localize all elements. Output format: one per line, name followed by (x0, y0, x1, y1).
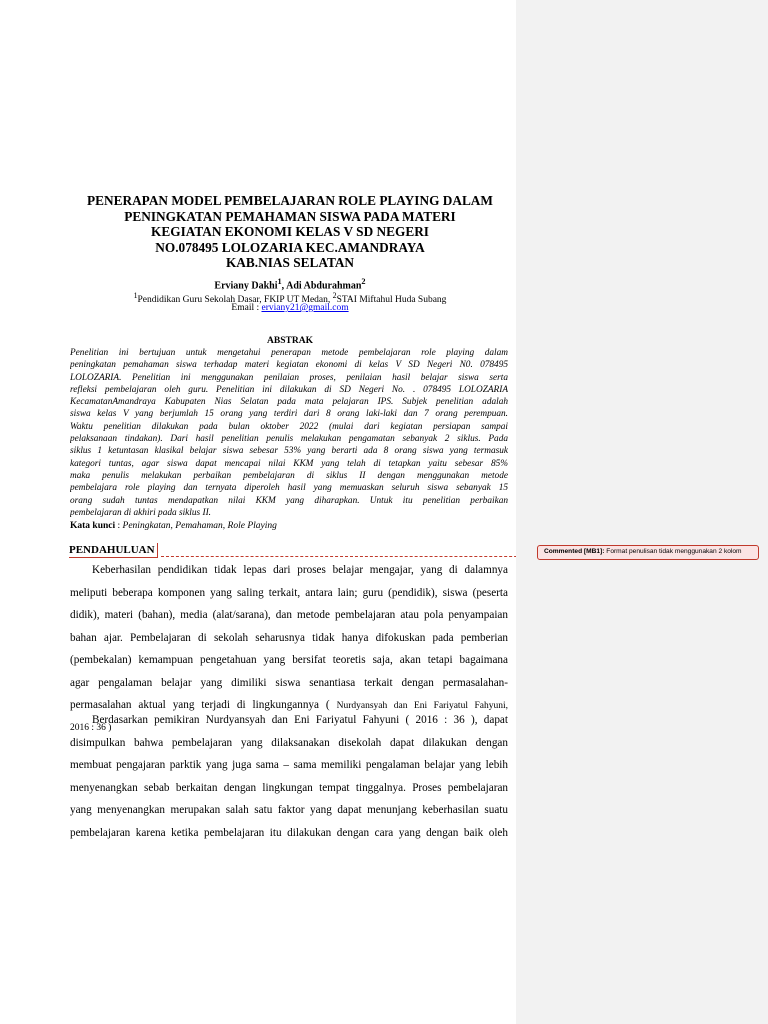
paragraph-line: Berdasarkan pemikiran Nurdyansyah dan Eni Fariyatul Fahyuni ( 2016 : 36 ), dapat (92, 714, 508, 726)
keywords (70, 520, 277, 532)
affiliation-text: Pendidikan Guru Sekolah Dasar, FKIP UT Medan, (137, 295, 333, 306)
title-line: PENERAPAN MODEL PEMBELAJARAN ROLE PLAYING DALAM (87, 193, 493, 208)
paragraph-text: permasalahan aktual yang terjadi di lingkungannya ( (70, 699, 337, 711)
author-superscript: 1 (277, 277, 282, 286)
paragraph-line: (pembekalan) kemampuan pengetahuan yang bersifat teoretis saja, akan tetapi bagaimana (70, 654, 508, 666)
section-heading[interactable]: PENDAHULUAN (69, 543, 158, 558)
email-label: Email : (231, 303, 262, 313)
paragraph-line: 2016 : 36 ) (70, 722, 112, 733)
abstract-line: kategori tuntas, agar siswa dapat mencapai nilai KKM yang telah di tetapkan yaitu sebesar 85% (70, 458, 508, 469)
citation: Nurdyansyah dan Eni Fariyatul Fahyuni, (336, 701, 508, 711)
keywords-text: Peningkatan, Pemahaman, Role Playing (122, 521, 277, 531)
comment-connector (161, 556, 537, 557)
abstract-line: orang sudah tuntas mendapatkan nilai KKM yang diharapkan. Untuk itu penelitian perbaikan (70, 495, 508, 506)
keywords-label: Kata kunci (70, 521, 116, 531)
abstract-heading: ABSTRAK (267, 336, 313, 346)
paragraph-line: pembelajaran karena ketika pembelajaran itu dilakukan dengan cara yang dengan baik oleh (70, 826, 508, 839)
title-line: KEGIATAN EKONOMI KELAS V SD NEGERI (151, 224, 429, 240)
comment-label: Commented [MB1]: (544, 548, 605, 555)
paragraph-line: yang menyenangkan merupakan salah satu faktor yang dapat menunjang keberhasilan suatu (70, 804, 508, 816)
paragraph-line: agar pengalaman belajar yang dimiliki siswa senantiasa terkait dengan permasalahan- (70, 676, 508, 689)
paragraph-2 (70, 709, 508, 844)
abstract-line: LOLOZARIA. Penelitian ini menggunakan penilaian proses, penilaian hasil belajar siswa serta (70, 372, 508, 383)
keywords-separator: : (115, 521, 123, 531)
abstract-line: pelaksanaan tindakan). Dari hasil penelitian penulis melakukan pengamatan sebanyak 2 siklus. Pada (70, 434, 508, 445)
paragraph-line: Keberhasilan pendidikan tidak lepas dari proses belajar mengajar, yang di dalamnya (92, 564, 508, 576)
abstract-line: Waktu penelitian dilakukan pada bulan oktober 2022 (mulai dari kegiatan persiapan sampai (70, 421, 508, 432)
comment-balloon[interactable] (537, 545, 759, 560)
paragraph-line: membuat pengajaran parktik yang juga sama – sama memiliki pengalaman belajar yang lebih (70, 759, 508, 771)
abstract-line: peningkatan pemahaman siswa terhadap materi kegiatan ekonomi di kelas V SD Negeri N0. 078495 (70, 360, 508, 371)
abstract-line: maka penulis melakukan perbaikan pembelajaran di siklus II dengan menggunakan metode (70, 470, 508, 481)
paragraph-line: didik), materi (bahan), media (alat/sarana), dan metode pembelajaran atau pola penyampaian (70, 609, 508, 621)
abstract-line: siswa kelas V yang berjumlah 15 orang yang terdiri dari 8 orang laki-laki dan 7 orang perempuan. (70, 409, 508, 420)
email-line (60, 302, 520, 314)
abstract-line: pembelajara role playing dan ternyata diperoleh hasil yang memuaskan seluruh siswa sebanyak 15 (70, 483, 508, 494)
title-line: KAB.NIAS SELATAN (225, 255, 355, 271)
author-name: Adi Abdurahman (286, 280, 362, 292)
affiliation-text: STAI Miftahul Huda Subang (336, 295, 447, 306)
author-superscript: 2 (361, 277, 366, 286)
email-link[interactable]: erviany21@gmail.com (261, 303, 349, 313)
affiliation-superscript: 1 (133, 291, 138, 300)
author-name: Erviany Dakhi (214, 280, 278, 292)
comment-text: Format penulisan tidak menggunakan 2 kolom (604, 548, 742, 555)
abstract-line: siklus 1 ketuntasan klasikal belajar siswa sebesar 53% yang berarti ada 8 orang siswa yang termasuk (70, 446, 508, 457)
title-line: NO.078495 LOLOZARIA KEC.AMANDRAYA (155, 239, 425, 255)
abstract-body (70, 347, 508, 519)
affiliation-superscript: 2 (332, 291, 337, 300)
paper-title (60, 193, 520, 271)
author-separator: , (281, 280, 287, 292)
paragraph-line: meliputi beberapa komponen yang saling terkait, antara lain; guru (pendidik), siswa (peserta (70, 586, 508, 599)
abstract-line: Penelitian ini bertujuan untuk mengetahui penerapan metode pembelajaran role playing dalam (70, 348, 508, 358)
title-line: PENINGKATAN PEMAHAMAN SISWA PADA MATERI (124, 208, 456, 224)
paragraph-line: menyenangkan sebab berkaitan dengan lingkungan tempat tinggalnya. Proses pembelajaran (70, 781, 508, 794)
abstract-line: KecamatanAmandraya Kabupaten Nias Selatan pada mata pelajaran IPS. Subjek penelitian adalah (70, 397, 508, 408)
abstract-line: pembelajaran di akhiri pada siklus II. (70, 507, 211, 518)
abstract-line: refleksi pembelajaran oleh guru. Penelitian ini dilakukan di SD Negeri No. . 078495 LOLOZARIA (70, 384, 508, 395)
paragraph-line: bahan ajar. Pembelajaran di sekolah seharusnya tidak hanya difokuskan pada pemberian (70, 631, 508, 644)
paragraph-line: disimpulkan bahwa pembelajaran yang dilaksanakan disekolah dapat dilakukan dengan (70, 736, 508, 749)
comment-margin-pane (516, 0, 768, 1024)
